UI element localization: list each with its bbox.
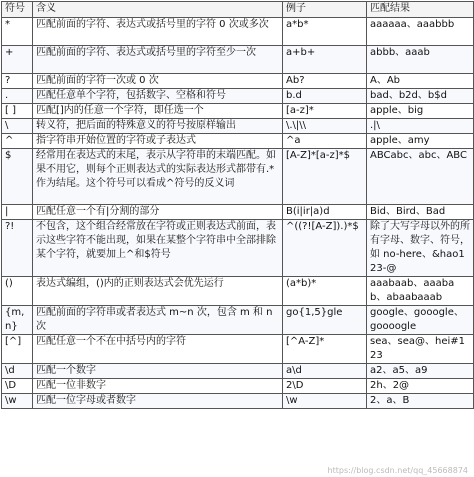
cell-symbol: ^ — [2, 134, 33, 149]
cell-result: 除了大写字母以外的所有字母、数字、符号，如 no-here、&hao123-@ — [367, 220, 474, 277]
cell-result: sea、sea@、hei#123 — [367, 335, 474, 364]
cell-example: a*b* — [283, 18, 367, 46]
cell-symbol: () — [2, 277, 33, 306]
table-row — [2, 104, 474, 119]
cell-meaning: 匹配任意一个不在中括号内的字符 — [33, 335, 283, 364]
cell-meaning: 匹配一位字母或者数字 — [33, 394, 283, 409]
cell-symbol: $ — [2, 149, 33, 205]
cell-example: \.\|\\ — [283, 119, 367, 134]
cell-meaning: 转义符，把后面的特殊意义的符号按原样输出 — [33, 119, 283, 134]
cell-symbol: \D — [2, 379, 33, 394]
table-row — [2, 277, 474, 306]
watermark: https://blog.csdn.net/qq_45668874 — [327, 466, 468, 475]
cell-result: apple、amy — [367, 134, 474, 149]
header-symbol: 符号 — [2, 2, 33, 18]
cell-meaning: 表达式编组，()内的正则表达式会优先运行 — [33, 277, 283, 306]
table-row — [2, 134, 474, 149]
cell-result: apple、big — [367, 104, 474, 119]
table-row — [2, 306, 474, 335]
cell-meaning: 经常用在表达式的末尾，表示从字符串的末端匹配。如果不用它，则每个正则表达式的实际表达形式都带有.*作为结尾。这个符号可以看成^符号的反义词 — [33, 149, 283, 205]
cell-example: (a*b)* — [283, 277, 367, 306]
cell-result: 2、a、B — [367, 394, 474, 409]
cell-result: .|\ — [367, 119, 474, 134]
cell-symbol: * — [2, 18, 33, 46]
cell-symbol: ? — [2, 74, 33, 89]
cell-example: [A-Z]*[a-z]*$ — [283, 149, 367, 205]
header-example: 例子 — [283, 2, 367, 18]
cell-example: b.d — [283, 89, 367, 104]
cell-meaning: 匹配[]内的任意一个字符，即任选一个 — [33, 104, 283, 119]
cell-example: B(i|ir|a)d — [283, 205, 367, 220]
header-meaning: 含义 — [33, 2, 283, 18]
cell-symbol: ?! — [2, 220, 33, 277]
cell-example: Ab? — [283, 74, 367, 89]
cell-symbol: | — [2, 205, 33, 220]
table-row — [2, 46, 474, 74]
table-row — [2, 364, 474, 379]
cell-example: ^((?![A-Z]).)*$ — [283, 220, 367, 277]
table-header-row — [2, 2, 474, 18]
cell-result: bad、b2d、b$d — [367, 89, 474, 104]
header-result: 匹配结果 — [367, 2, 474, 18]
table-row — [2, 335, 474, 364]
cell-example: \w — [283, 394, 367, 409]
cell-meaning: 匹配前面的字符串或者表达式 m~n 次，包含 m 和 n 次 — [33, 306, 283, 335]
cell-result: a2、a5、a9 — [367, 364, 474, 379]
cell-result: abbb、aaab — [367, 46, 474, 74]
cell-example: go{1,5}gle — [283, 306, 367, 335]
cell-example: [^A-Z]* — [283, 335, 367, 364]
cell-result: Bid、Bird、Bad — [367, 205, 474, 220]
cell-result: ABCabc、abc、ABC — [367, 149, 474, 205]
table-row — [2, 149, 474, 205]
cell-meaning: 匹配前面的字符一次或 0 次 — [33, 74, 283, 89]
cell-example: a+b+ — [283, 46, 367, 74]
table-row — [2, 119, 474, 134]
cell-symbol: . — [2, 89, 33, 104]
cell-symbol: \d — [2, 364, 33, 379]
table-row — [2, 220, 474, 277]
cell-example: 2\D — [283, 379, 367, 394]
table-row — [2, 18, 474, 46]
cell-symbol: \ — [2, 119, 33, 134]
cell-example: [a-z]* — [283, 104, 367, 119]
table-row — [2, 379, 474, 394]
cell-result: google、gooogle、goooogle — [367, 306, 474, 335]
cell-symbol: + — [2, 46, 33, 74]
cell-symbol: [^] — [2, 335, 33, 364]
cell-symbol: \w — [2, 394, 33, 409]
cell-symbol: [ ] — [2, 104, 33, 119]
cell-result: A、Ab — [367, 74, 474, 89]
cell-result: aaaaaa、aaabbb — [367, 18, 474, 46]
cell-example: ^a — [283, 134, 367, 149]
cell-meaning: 匹配前面的字符、表达式或括号里的字符至少一次 — [33, 46, 283, 74]
table-row — [2, 394, 474, 409]
table-row — [2, 205, 474, 220]
cell-result: 2h、2@ — [367, 379, 474, 394]
regex-table — [1, 1, 474, 409]
cell-meaning: 匹配任意一个有|分割的部分 — [33, 205, 283, 220]
cell-meaning: 匹配一位非数字 — [33, 379, 283, 394]
table-row — [2, 89, 474, 104]
cell-symbol: {m,n} — [2, 306, 33, 335]
cell-meaning: 匹配一个数字 — [33, 364, 283, 379]
cell-meaning: 匹配前面的字符、表达式或括号里的字符 0 次或多次 — [33, 18, 283, 46]
table-row — [2, 74, 474, 89]
cell-meaning: 指字符串开始位置的字符或子表达式 — [33, 134, 283, 149]
cell-meaning: 不包含，这个组合经常放在字符或正则表达式前面，表示这些字符不能出现，如果在某整个字符串中全部排除某个字符，就要加上^和$符号 — [33, 220, 283, 277]
cell-result: aaabaab、aaabab、abaabaaab — [367, 277, 474, 306]
cell-example: a\d — [283, 364, 367, 379]
cell-meaning: 匹配任意单个字符，包括数字、空格和符号 — [33, 89, 283, 104]
